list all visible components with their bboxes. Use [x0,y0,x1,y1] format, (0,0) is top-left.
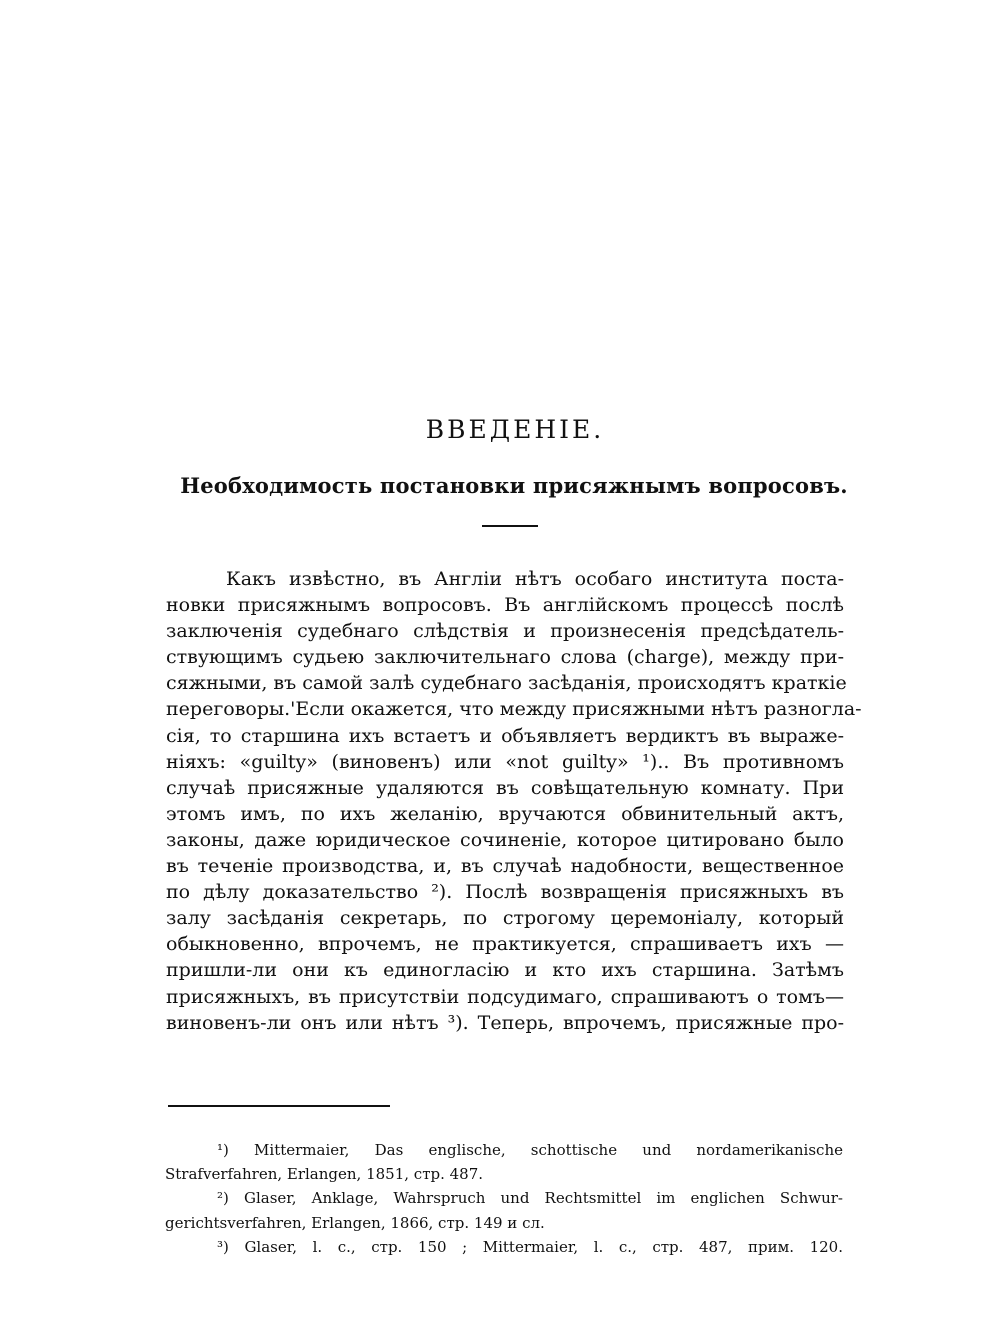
footnote-1: ¹) Mittermaier, Das englische, schottische und nordamerikanische [217,1141,843,1159]
body-line: сія, то старшина ихъ встаетъ и объявляетъ вердиктъ въ выраже- [166,724,844,747]
section-title: Необходимость постановки присяжнымъ вопросовъ. [180,473,848,498]
footnote-1-continuation: Strafverfahren, Erlangen, 1851, стр. 487. [165,1165,484,1184]
chapter-title: ВВЕДЕНІЕ. [425,415,605,444]
body-line: въ теченіе производства, и, въ случаѣ надобности, вещественное [166,855,844,878]
body-line: пришли-ли они къ единогласію и кто ихъ старшина. Затѣмъ [166,959,844,982]
body-line: виновенъ-ли онъ или нѣтъ ³). Теперь, впрочемъ, присяжные про- [166,1011,844,1034]
footnotes [165,1138,843,1259]
body-line: по дѣлу доказательство ²). Послѣ возвращенія присяжныхъ въ [166,881,844,904]
body-line: сяжными, въ самой залѣ судебнаго засѣданія, происходятъ краткіе [166,672,847,695]
body-line: Какъ извѣстно, въ Англіи нѣтъ особаго института поста- [226,568,844,590]
body-paragraph [166,566,862,1036]
body-line: переговоры.'Если окажется, что между присяжными нѣтъ разногла- [166,698,862,721]
body-line: законы, даже юридическое сочиненіе, которое цитировано было [166,828,844,851]
footnote-2: ²) Glaser, Anklage, Wahrspruch und Rechtsmittel im englichen Schwur- [217,1189,843,1208]
body-line: заключенія судебнаго слѣдствія и произнесенія предсѣдатель- [166,620,844,643]
footnote-2-continuation: gerichtsverfahren, Erlangen, 1866, стр. 149 и сл. [165,1213,545,1232]
title-divider [482,525,538,527]
body-line: случаѣ присяжные удаляются въ совѣщательную комнату. При [166,776,844,799]
body-line: этомъ имъ, по ихъ желанію, вручаются обвинительный актъ, [166,802,844,825]
body-line: присяжныхъ, въ присутствіи подсудимаго, спрашиваютъ о томъ— [166,985,844,1008]
footnote-divider [168,1105,390,1107]
body-line: залу засѣданія секретарь, по строгому церемоніалу, который [166,907,844,930]
body-line: обыкновенно, впрочемъ, не практикуется, спрашиваетъ ихъ — [166,933,844,956]
body-line: новки присяжнымъ вопросовъ. Въ англійскомъ процессѣ послѣ [166,594,844,617]
footnote-3: ³) Glaser, l. c., стр. 150 ; Mittermaier, l. c., стр. 487, прим. 120. [217,1237,843,1256]
body-line: ніяхъ: «guilty» (виновенъ) или «not guilty» ¹).. Въ противномъ [166,750,844,773]
body-line: ствующимъ судьею заключительнаго слова (charge), между при- [166,646,844,669]
